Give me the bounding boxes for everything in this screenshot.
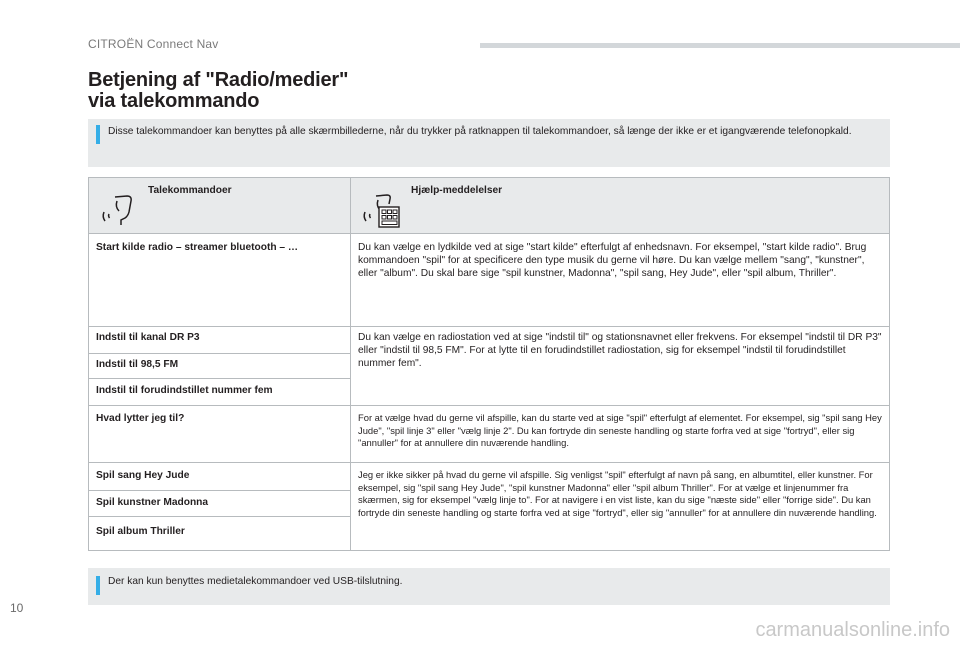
watermark: carmanualsonline.info (755, 619, 950, 641)
help-message: For at vælge hvad du gerne vil afspille, kan du starte ved at sige "spil" efterfulgt af elementet. For eksempel, sig "spil sang Hey Jude", "spil linje 3" eller "vælg linje 2". Du kan fortryde din seneste handling og starte forfra ved at sige "fortryd", eller sig "annuller" for at annullere din nuværende handling. (358, 412, 882, 449)
table-header-help (350, 178, 889, 233)
voice-help-icon (361, 190, 405, 230)
page-title-line-1: Betjening af "Radio/medier" (88, 69, 349, 91)
help-message: Jeg er ikke sikker på hvad du gerne vil afspille. Sig venligst "spil" efterfulgt af navn på sang, en albumtitel, eller kunstner. For eksempel, sig "spil sang Hey Jude", "spil kunstner Madonna" eller "spil album Thriller". For at vælge et linjenummer fra skærmen, sig for eksempel "vælg linje to". For at navigere i en vist liste, kan du sige "næste side" eller "forrige side". Du kan fortryde din seneste handling og starte forfra ved at sige "fortryd", eller sig "annuller" for at annullere din nuværende handling. (358, 469, 877, 518)
command-label: Spil album Thriller (96, 526, 185, 537)
help-message: Du kan vælge en lydkilde ved at sige "start kilde" efterfulgt af enhedsnavn. For eksempel, "start kilde radio". Brug kommandoen "spil" for at specificere den type musik du gerne vil høre. Du kan vælge mellem "sang", "kunstner", eller "album". Du skal bare sige "spil kunstner, Madonna", "spil sang, Hey Jude", eller "spil album, Thriller". (358, 242, 867, 279)
table-header-help-label: Hjælp-meddelelser (411, 185, 503, 196)
info-note-top-text: Disse talekommandoer kan benyttes på alle skærmbillederne, når du trykker på ratknappen til talekommandoer, så længe der ikke er et igangværende telefonopkald. (108, 126, 852, 137)
voice-command-table (88, 177, 890, 551)
row-divider (89, 405, 889, 406)
command-label: Indstil til kanal DR P3 (96, 332, 200, 343)
page-number: 10 (10, 601, 24, 615)
header-bar (480, 43, 960, 48)
info-marker-icon (96, 576, 100, 595)
info-note-bottom-text: Der kan kun benyttes medietalekommandoer ved USB-tilslutning. (108, 576, 403, 587)
row-divider (89, 462, 889, 463)
info-marker-icon (96, 125, 100, 144)
row-divider (89, 233, 889, 234)
page-title (88, 70, 588, 112)
command-label: Start kilde radio – streamer bluetooth – … (96, 242, 299, 253)
info-note-bottom (88, 568, 890, 605)
command-label: Hvad lytter jeg til? (96, 413, 185, 424)
command-label: Spil sang Hey Jude (96, 470, 190, 481)
command-label: Spil kunstner Madonna (96, 497, 209, 508)
info-note-top (88, 119, 890, 167)
header-title: CITROËN Connect Nav (88, 37, 219, 51)
row-divider (89, 516, 350, 517)
table-header-commands-label: Talekommandoer (148, 185, 232, 196)
command-label: Indstil til 98,5 FM (96, 359, 179, 370)
page-title-line-2: via talekommando (88, 90, 260, 112)
help-message: Du kan vælge en radiostation ved at sige "indstil til" og stationsnavnet eller frekvens. For eksempel "indstil til DR P3" eller "indstil til 98,5 FM". For at lytte til en forudindstillet radiostation, sig for eksempel "indstil til forudindstillet nummer fem". (358, 332, 882, 369)
command-label: Indstil til forudindstillet nummer fem (96, 385, 273, 396)
voice-command-icon (99, 192, 135, 226)
